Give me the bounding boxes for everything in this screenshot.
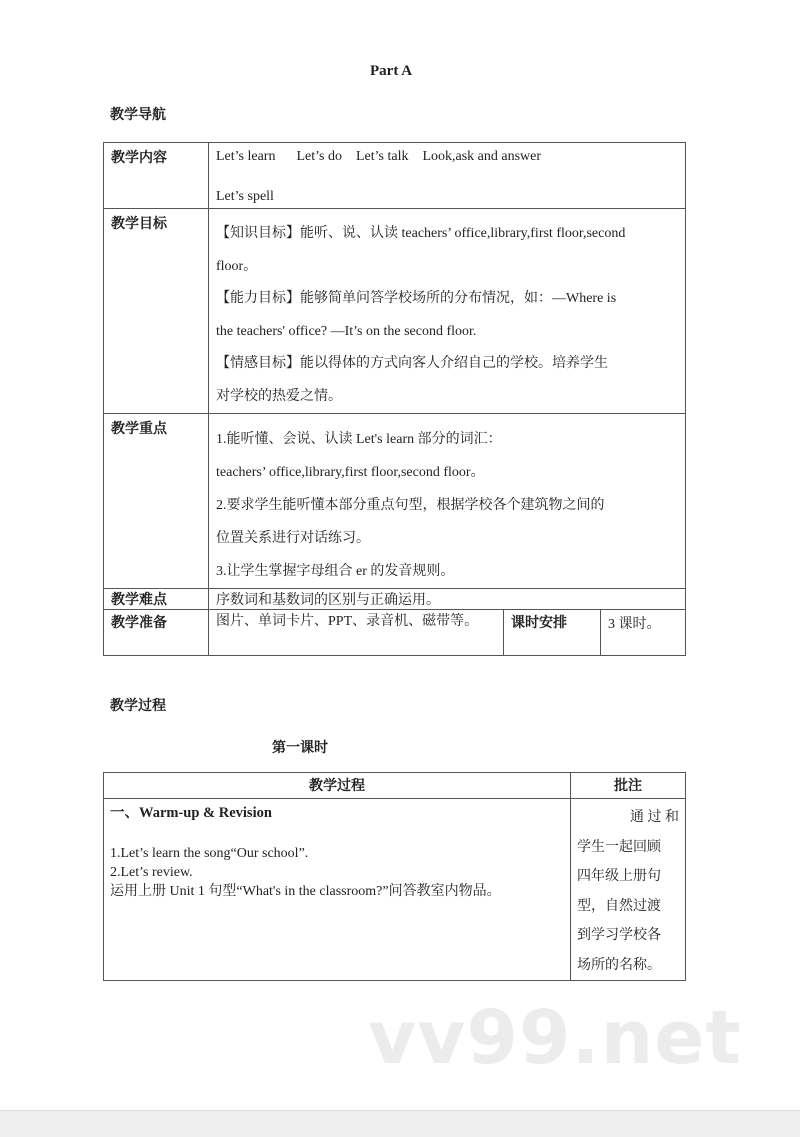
bottom-bar	[0, 1110, 800, 1137]
content-line: Let’s spell	[216, 189, 274, 204]
label-content: 教学内容	[104, 143, 209, 209]
teaching-navigation-table	[103, 142, 686, 656]
schedule-text: 3 课时。	[601, 610, 686, 656]
goal-line: floor。	[216, 258, 258, 274]
row-preparation	[104, 610, 686, 656]
section-heading-process: 教学过程	[110, 698, 166, 714]
key-line: 位置关系进行对话练习。	[216, 531, 370, 546]
note-line: 学生一起回顾	[577, 839, 661, 855]
key-line: 1.能听懂、会说、认读 Let's learn 部分的词汇：	[216, 432, 502, 447]
row-goals	[104, 209, 686, 414]
label-schedule: 课时安排	[504, 610, 601, 656]
teaching-process-table	[103, 772, 686, 981]
difficulties-text: 序数词和基数词的区别与正确运用。	[209, 589, 686, 610]
lesson-title: 第一课时	[272, 740, 328, 756]
watermark: vv99.net	[368, 995, 742, 1081]
note-line: 到学习学校各	[577, 928, 661, 943]
note-line: 四年级上册句	[577, 869, 661, 884]
goal-line: the teachers' office? —It’s on the second floor.	[216, 323, 477, 339]
step-line: 运用上册 Unit 1 句型“What's in the classroom?”问答教室内物品。	[110, 884, 501, 899]
section-heading-navigation: 教学导航	[110, 107, 166, 123]
label-goals: 教学目标	[104, 209, 209, 414]
step-line: 2.Let’s review.	[110, 865, 193, 880]
label-difficulties: 教学难点	[104, 589, 209, 610]
header-notes: 批注	[571, 773, 686, 799]
note-line: 通 过 和	[630, 810, 679, 825]
row-key-points	[104, 414, 686, 589]
goal-line: 【情感目标】能以得体的方式向客人介绍自己的学校。培养学生	[216, 356, 608, 371]
goal-line: 对学校的热爱之情。	[216, 388, 342, 404]
label-key-points: 教学重点	[104, 414, 209, 589]
row-content	[104, 143, 686, 209]
key-line: 2.要求学生能听懂本部分重点句型，根据学校各个建筑物之间的	[216, 498, 605, 513]
row-difficulties	[104, 589, 686, 610]
page-title: Part A	[370, 63, 413, 79]
key-line: teachers’ office,library,first floor,second floor。	[216, 465, 485, 480]
note-line: 型，自然过渡	[577, 898, 661, 914]
step-title: 一、Warm-up & Revision	[110, 805, 272, 821]
goal-line: 【能力目标】能够简单问答学校场所的分布情况，如：—Where is	[216, 291, 617, 306]
step-line: 1.Let’s learn the song“Our school”.	[110, 846, 309, 861]
goal-line: 【知识目标】能听、说、认读 teachers’ office,library,first floor,second	[216, 226, 626, 241]
note-line: 场所的名称。	[577, 957, 661, 973]
preparation-text: 图片、单词卡片、PPT、录音机、磁带等。	[209, 610, 504, 656]
content-line: Let’s learn Let’s do Let’s talk Look,ask and answer	[216, 149, 542, 164]
label-preparation: 教学准备	[104, 610, 209, 656]
key-line: 3.让学生掌握字母组合 er 的发音规则。	[216, 564, 455, 579]
header-process: 教学过程	[104, 773, 571, 799]
